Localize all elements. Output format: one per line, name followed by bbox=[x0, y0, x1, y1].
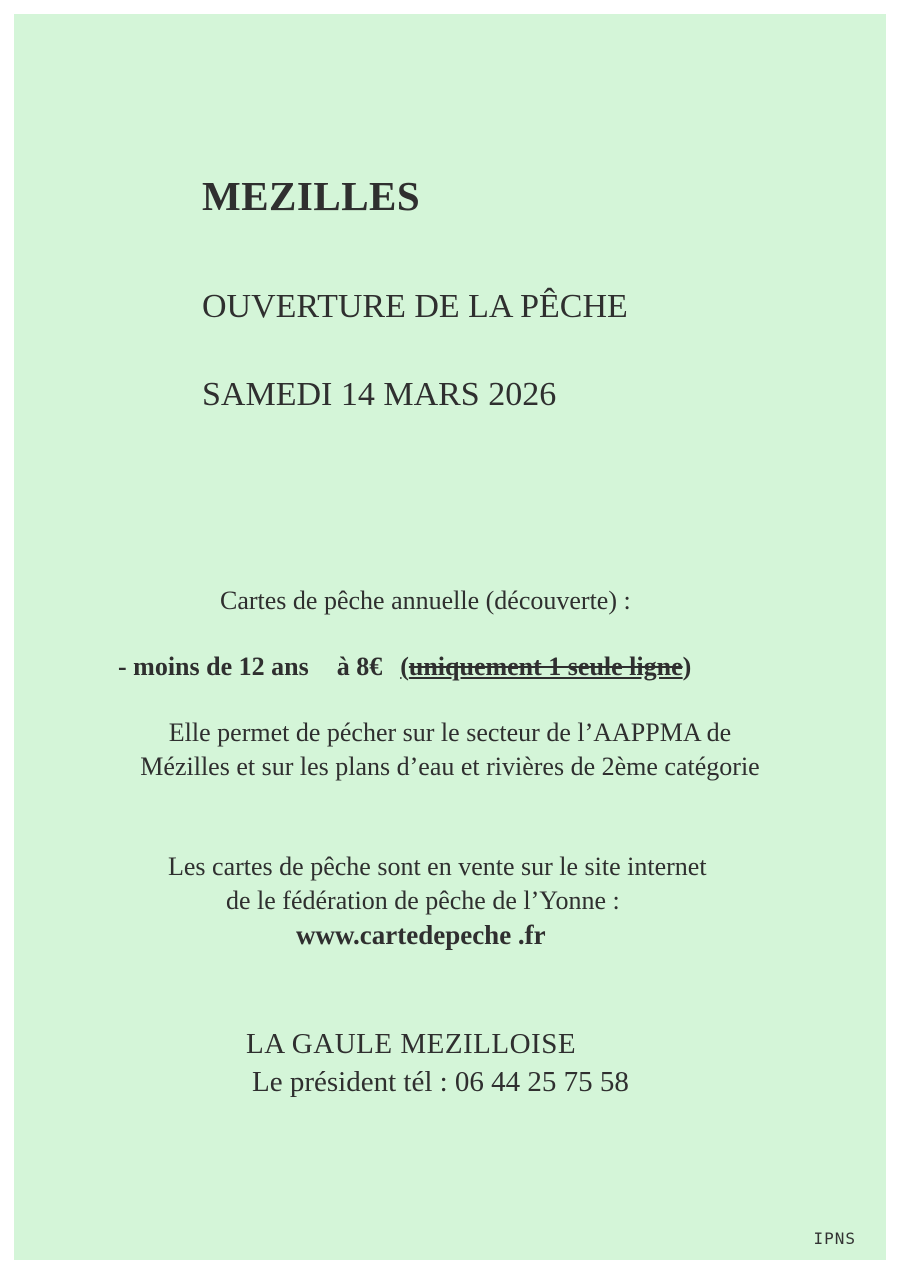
cards-heading: Cartes de pêche annuelle (découverte) : bbox=[220, 586, 631, 615]
president-phone: Le président tél : 06 44 25 75 58 bbox=[252, 1066, 629, 1098]
flyer-page bbox=[14, 14, 886, 1260]
sale-text-line-2: de le fédération de pêche de l’Yonne : bbox=[226, 886, 620, 915]
price-line bbox=[118, 652, 691, 682]
club-name: LA GAULE MEZILLOISE bbox=[246, 1028, 577, 1060]
note-open: ( bbox=[400, 652, 409, 681]
page-title: MEZILLES bbox=[202, 173, 421, 219]
note-close: ) bbox=[682, 652, 692, 681]
ipns-stamp: IPNS bbox=[813, 1229, 856, 1248]
event-date: SAMEDI 14 MARS 2026 bbox=[202, 376, 557, 413]
sale-text-line-1: Les cartes de pêche sont en vente sur le site internet bbox=[168, 852, 707, 881]
age-condition: - moins de 12 ans bbox=[118, 652, 309, 681]
permit-text-line-2: Mézilles et sur les plans d’eau et rivières de 2ème catégorie bbox=[140, 752, 760, 781]
permit-text-line-1: Elle permet de pécher sur le secteur de l’AAPPMA de bbox=[168, 718, 732, 747]
price: à 8€ bbox=[336, 652, 383, 681]
event-subtitle: OUVERTURE DE LA PÊCHE bbox=[202, 288, 628, 325]
line-restriction-note: uniquement 1 seule ligne bbox=[408, 652, 683, 681]
website-link[interactable]: www.cartedepeche .fr bbox=[296, 920, 546, 950]
